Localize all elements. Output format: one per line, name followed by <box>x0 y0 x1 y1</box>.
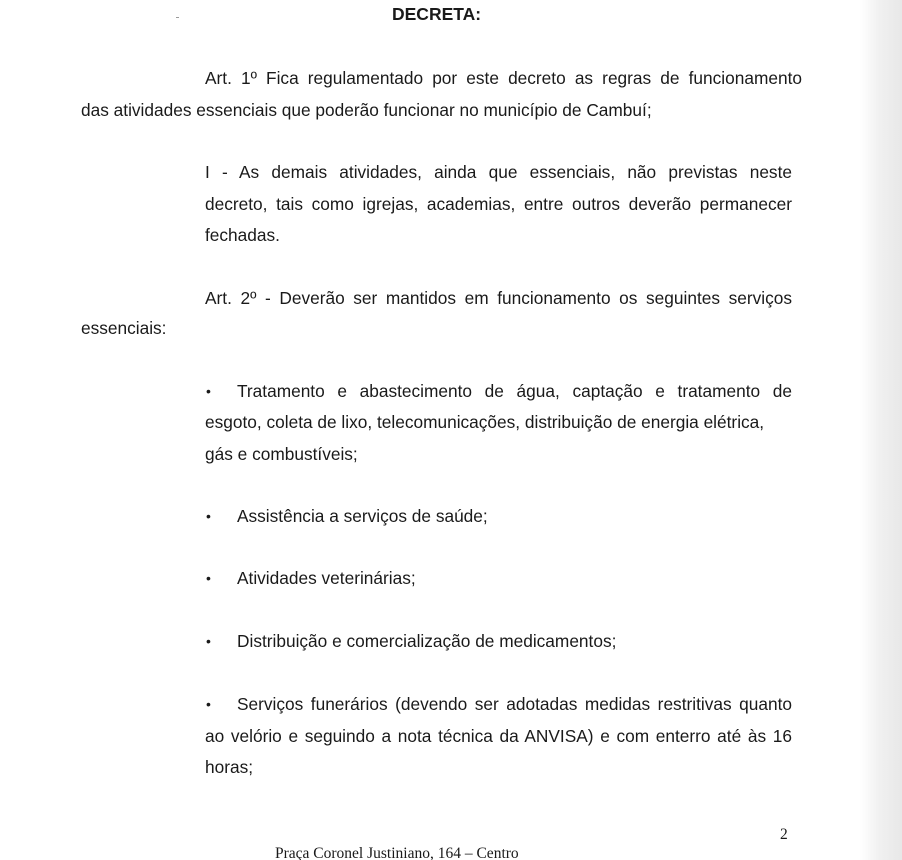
page-number: 2 <box>780 826 788 843</box>
bullet-3-line1: Atividades veterinárias; <box>237 568 416 588</box>
item-i-line1: I - As demais atividades, ainda que essenciais, não previstas neste <box>205 162 792 182</box>
bullet-icon: • <box>206 383 211 399</box>
bullet-icon: • <box>206 696 211 712</box>
art2-line2: essenciais: <box>81 318 167 338</box>
bullet-icon: • <box>206 633 211 649</box>
bullet-1-line2: esgoto, coleta de lixo, telecomunicações, distribuição de energia elétrica, <box>205 412 765 432</box>
bullet-1-line1: Tratamento e abastecimento de água, captação e tratamento de <box>237 381 792 401</box>
item-i-line3: fechadas. <box>205 225 280 245</box>
bullet-2-line1: Assistência a serviços de saúde; <box>237 506 488 526</box>
bullet-icon: • <box>206 508 211 524</box>
bullet-5-line1: Serviços funerários (devendo ser adotadas medidas restritivas quanto <box>237 694 792 714</box>
bullet-icon: • <box>206 570 211 586</box>
scan-speck <box>176 17 179 18</box>
art1-line1: Art. 1º Fica regulamentado por este decreto as regras de funcionamento <box>205 68 802 88</box>
art2-line1: Art. 2º - Deverão ser mantidos em funcionamento os seguintes serviços <box>205 288 792 308</box>
bullet-5-line3: horas; <box>205 757 254 777</box>
bullet-5-line2: ao velório e seguindo a nota técnica da ANVISA) e com enterro até às 16 <box>205 726 792 746</box>
item-i-line2: decreto, tais como igrejas, academias, entre outros deverão permanecer <box>205 194 792 214</box>
footer-address: Praça Coronel Justiniano, 164 – Centro <box>275 845 519 860</box>
decree-heading: DECRETA: <box>392 4 482 24</box>
bullet-1-line3: gás e combustíveis; <box>205 444 358 464</box>
bullet-4-line1: Distribuição e comercialização de medicamentos; <box>237 631 617 651</box>
art1-line2: das atividades essenciais que poderão funcionar no município de Cambuí; <box>81 100 652 120</box>
